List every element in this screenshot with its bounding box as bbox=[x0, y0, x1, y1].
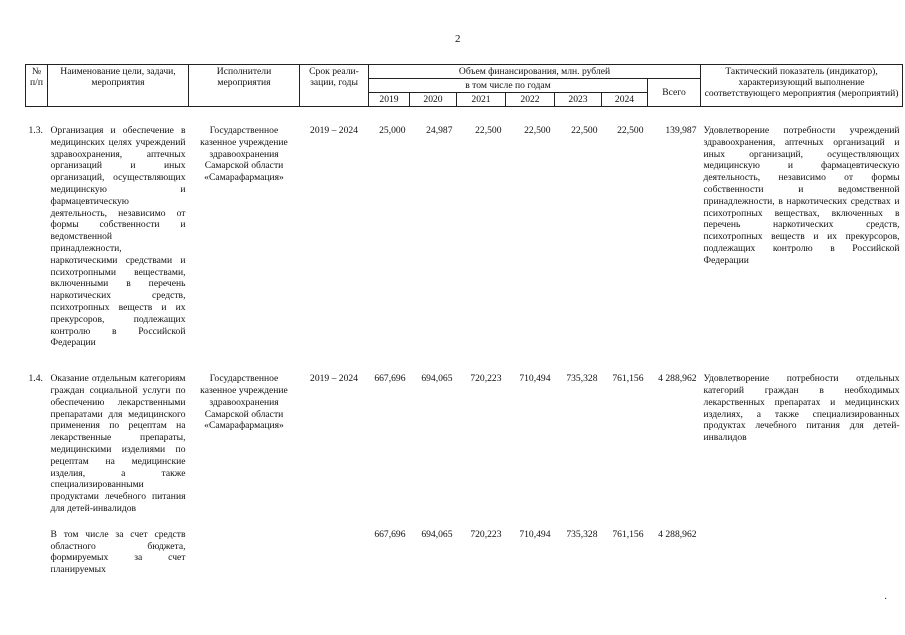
header-term: Срок реали-зации, годы bbox=[300, 65, 369, 107]
row-value-2020: 694,065 bbox=[421, 528, 453, 540]
row-total: 4 288,962 bbox=[658, 528, 697, 540]
table-header bbox=[26, 65, 903, 107]
row-value-2021: 720,223 bbox=[470, 528, 502, 540]
row-value-2023: 735,328 bbox=[566, 373, 598, 385]
row-value-2024: 761,156 bbox=[612, 373, 644, 385]
row-number bbox=[26, 529, 48, 576]
finance-table bbox=[25, 64, 903, 576]
row-value-2021: 720,223 bbox=[470, 373, 502, 385]
header-year: 2020 bbox=[410, 93, 457, 107]
row-total: 139,987 bbox=[665, 125, 697, 136]
header-no: № п/п bbox=[26, 65, 48, 107]
row-value-2023: 735,328 bbox=[566, 528, 598, 540]
row-indicator: Удовлетворение потребности учреждений здравоохранения, аптечных организаций и иных организаций, осуществляющих медицинскую и фармацевтическую деятельность, независимо от формы собственности и ведомственной принадлежности, в наркотических средствах и психотропных веществах, включенных в перечень наркотических средств, психотропных веществ и их прекурсоров, подлежащих контролю в Российской Федерации bbox=[703, 125, 900, 266]
row-value-2019: 667,696 bbox=[374, 528, 406, 540]
header-year: 2021 bbox=[457, 93, 506, 107]
row-executor: Государственное казенное учреждение здравоохранения Самарской области «Самарафармация» bbox=[200, 125, 288, 184]
table-row bbox=[26, 125, 903, 349]
row-total: 4 288,962 bbox=[658, 373, 697, 385]
row-value-2022: 710,494 bbox=[519, 528, 551, 540]
row-value-2022: 710,494 bbox=[519, 373, 551, 385]
row-term bbox=[300, 529, 369, 576]
row-value-2024: 761,156 bbox=[612, 528, 644, 540]
row-value-2021: 22,500 bbox=[475, 125, 502, 136]
header-finance: Объем финансирования, млн. рублей bbox=[369, 65, 701, 79]
header-by-years: в том числе по годам bbox=[369, 79, 648, 93]
row-value-2020: 694,065 bbox=[421, 373, 453, 385]
table-row bbox=[26, 529, 903, 576]
header-year: 2023 bbox=[555, 93, 602, 107]
row-name: Организация и обеспечение в медицинских целях учреждений здравоохранения, аптечных организаций и иных организаций, осуществляющих медицинскую и фармацевтическую деятельность, независимо от формы собственности и ведомственной принадлежности, наркотическими средствами и психотропными веществами, включенными в перечень наркотических средств, психотропных веществ и их прекурсоров, подлежащих контролю в Российской Федерации bbox=[50, 125, 186, 349]
row-executor bbox=[189, 529, 300, 576]
header-year: 2022 bbox=[506, 93, 555, 107]
header-year: 2024 bbox=[602, 93, 648, 107]
row-value-2022: 22,500 bbox=[524, 125, 551, 136]
scan-dot: · bbox=[884, 594, 888, 605]
table-row bbox=[26, 373, 903, 515]
row-name: В том числе за счет средств областного бюджета, формируемых за счет планируемых bbox=[50, 528, 186, 576]
row-value-2024: 22,500 bbox=[617, 125, 644, 136]
row-value-2023: 22,500 bbox=[571, 125, 598, 136]
row-number: 1.4. bbox=[28, 373, 43, 385]
row-indicator bbox=[701, 529, 903, 576]
header-name: Наименование цели, задачи, мероприятия bbox=[48, 65, 189, 107]
row-executor: Государственное казенное учреждение здравоохранения Самарской области «Самарафармация» bbox=[200, 373, 288, 432]
page-number: 2 bbox=[455, 33, 461, 45]
row-indicator: Удовлетворение потребности отдельных категорий граждан в необходимых лекарственных препаратах и медицинских изделиях, а также специализированных продуктах лечебного питания для детей-инвалидов bbox=[703, 373, 900, 444]
header-indicator: Тактический показатель (индикатор), характеризующий выполнение соответствующего мероприятия (мероприятий) bbox=[701, 65, 903, 107]
row-name: Оказание отдельным категориям граждан социальной услуги по обеспечению лекарственными препаратами для медицинского применения по рецептам на лекарственные препараты, медицинскими изделиями по рецептам на медицинские изделия, а также специализированными продуктами лечебного питания для детей-инвалидов bbox=[50, 373, 186, 514]
row-value-2019: 25,000 bbox=[379, 125, 406, 136]
row-value-2019: 667,696 bbox=[374, 373, 406, 385]
row-number: 1.3. bbox=[28, 125, 43, 136]
header-total: Всего bbox=[648, 79, 701, 107]
header-year: 2019 bbox=[369, 93, 410, 107]
row-term: 2019 – 2024 bbox=[310, 373, 358, 385]
header-executor: Исполнители мероприятия bbox=[189, 65, 300, 107]
row-term: 2019 – 2024 bbox=[310, 125, 358, 136]
row-value-2020: 24,987 bbox=[426, 125, 453, 136]
